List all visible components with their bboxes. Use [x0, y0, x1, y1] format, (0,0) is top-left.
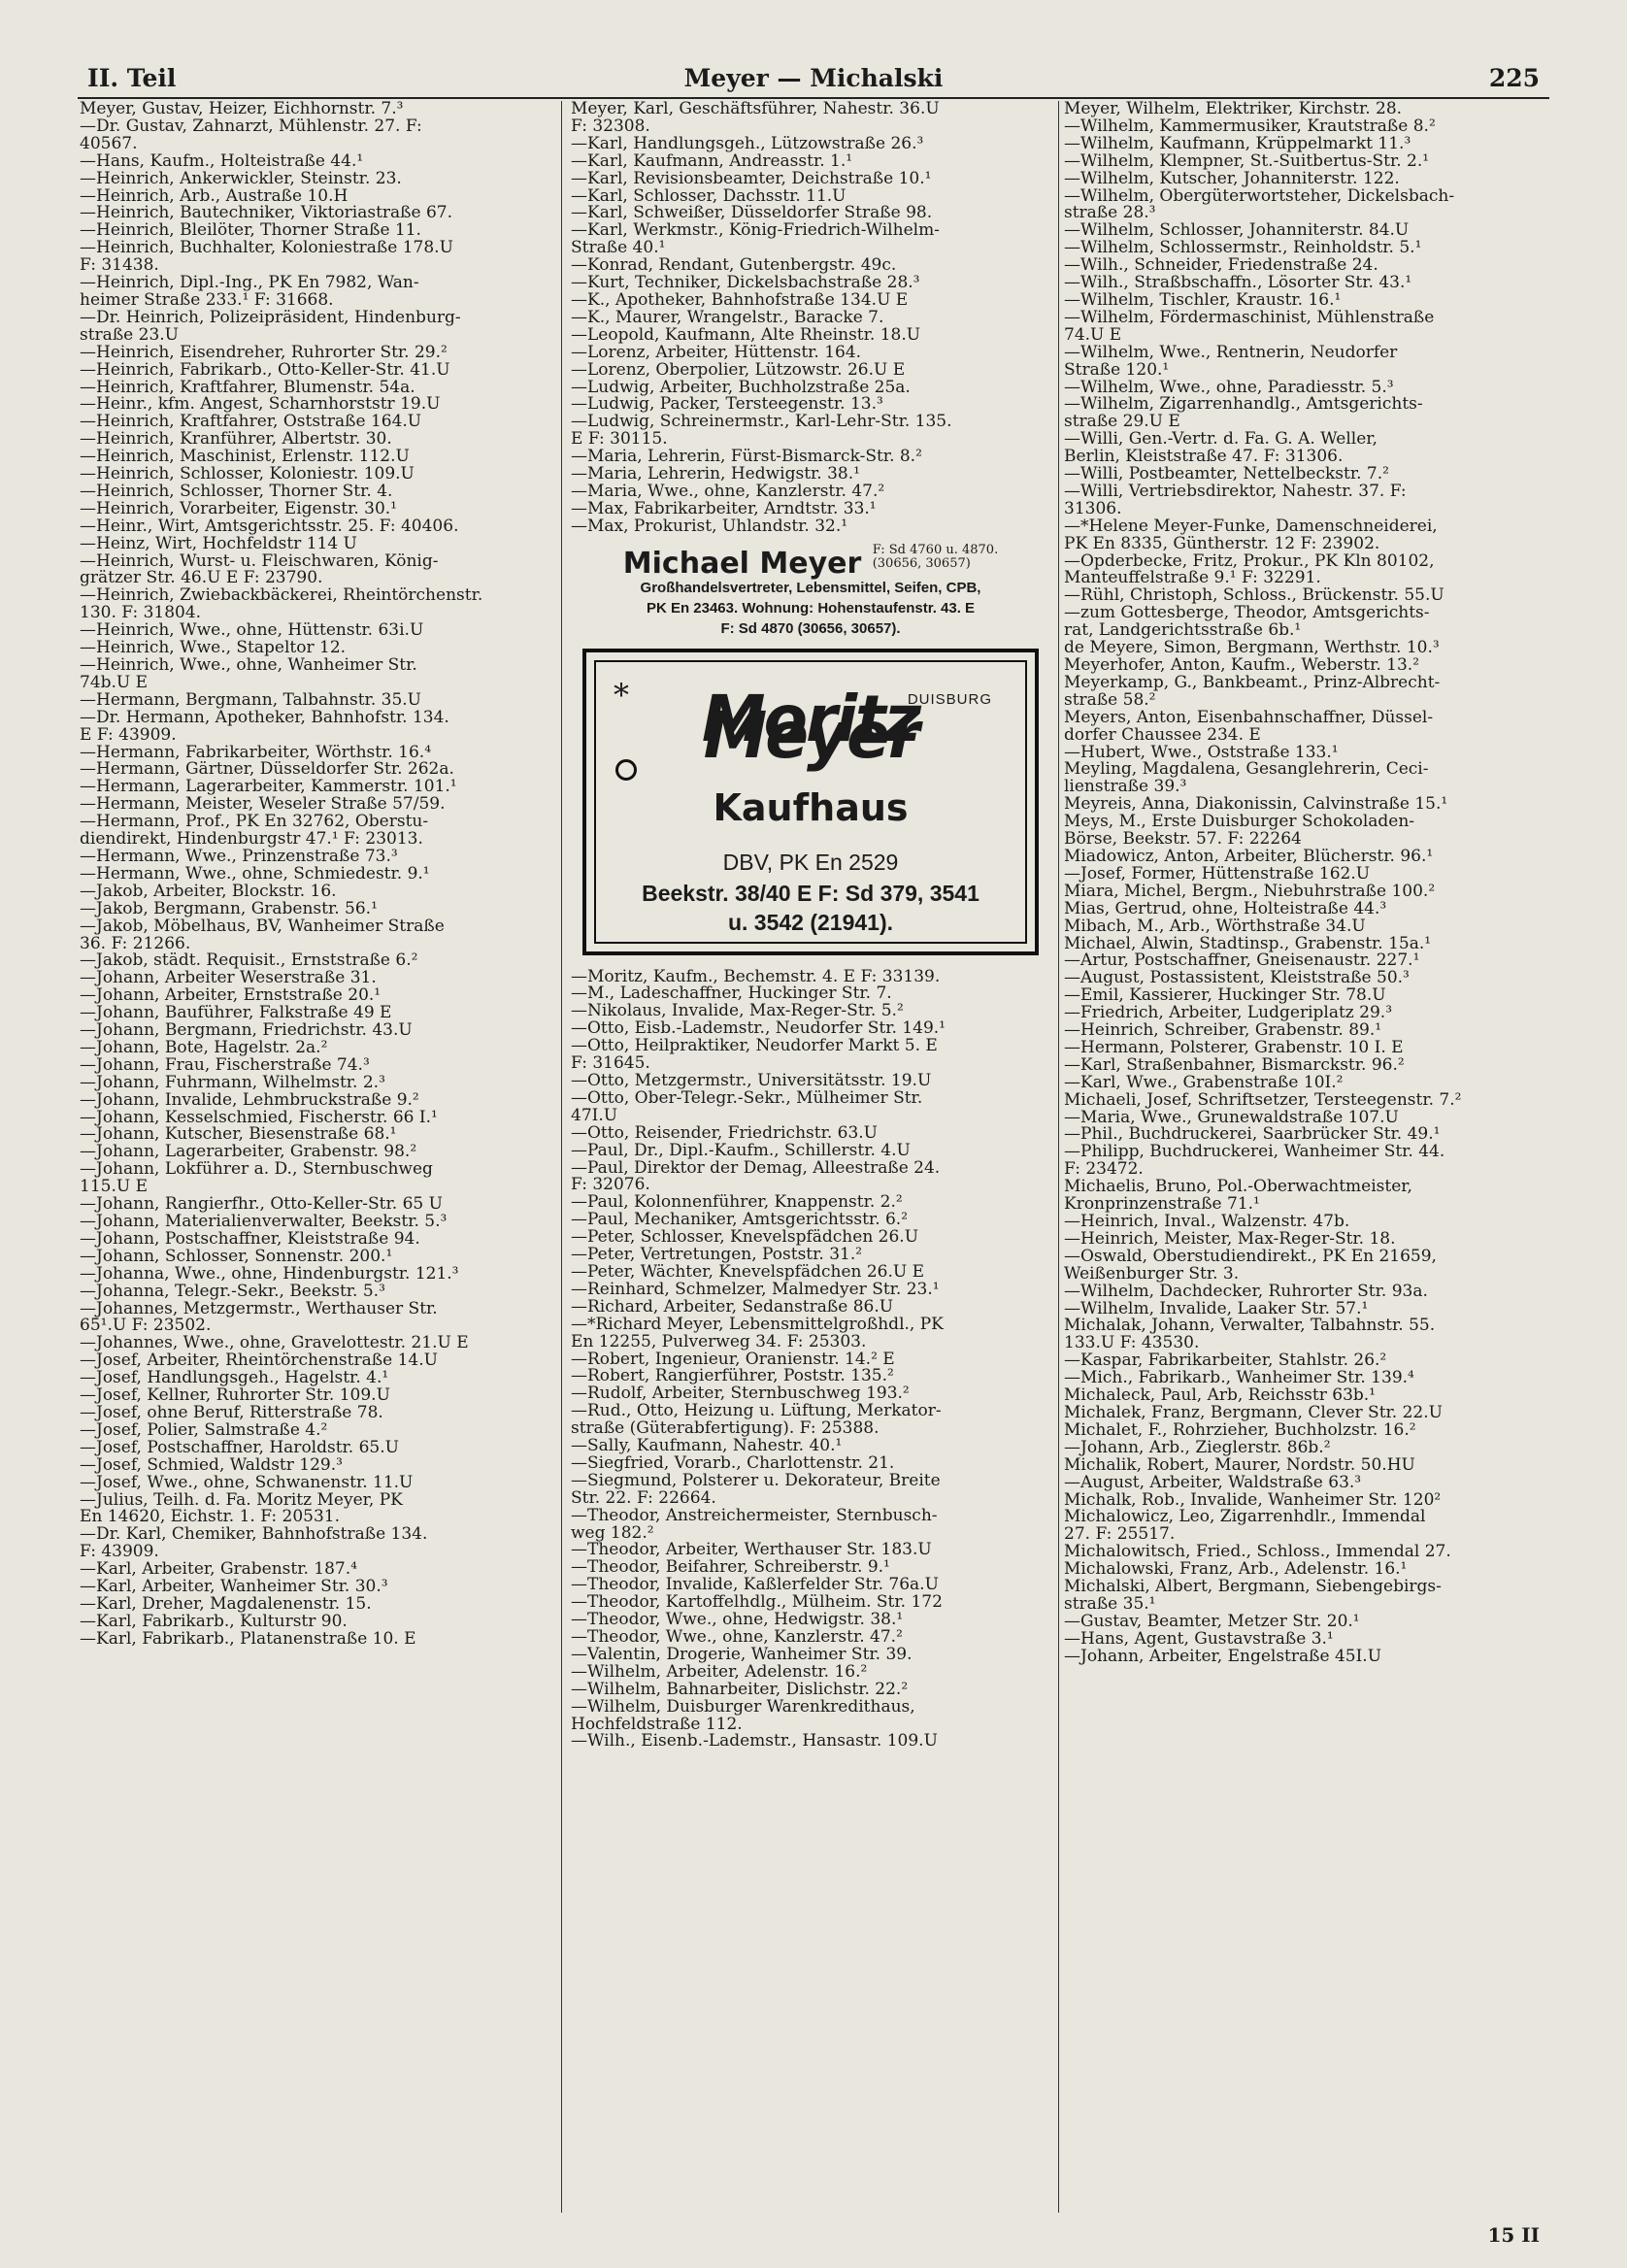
- directory-entry: —Karl, Schweißer, Düsseldorfer Straße 98.: [571, 205, 933, 223]
- directory-entry: —Johann, Bergmann, Friedrichstr. 43.U: [80, 1022, 413, 1040]
- directory-entry: Manteuffelstraße 9.¹ F: 32291.: [1064, 570, 1321, 588]
- directory-entry: —Karl, Arbeiter, Grabenstr. 187.⁴: [80, 1561, 357, 1580]
- directory-entry: —Sally, Kaufmann, Nahestr. 40.¹: [571, 1438, 843, 1455]
- column-2-entries-top: [571, 101, 1050, 536]
- directory-entry: —Wilhelm, Kutscher, Johanniterstr. 122.: [1064, 170, 1400, 188]
- directory-entry: —Theodor, Beifahrer, Schreiberstr. 9.¹: [571, 1559, 890, 1578]
- directory-entry: —Paul, Kolonnenführer, Knappenstr. 2.²: [571, 1194, 903, 1213]
- directory-entry: —Siegfried, Vorarb., Charlottenstr. 21.: [571, 1454, 895, 1473]
- directory-entry: —Heinrich, Wwe., ohne, Wanheimer Str.: [80, 657, 417, 675]
- directory-entry: straße 35.¹: [1064, 1595, 1156, 1614]
- name-range: Meyer — Michalski: [683, 64, 944, 92]
- directory-entry: —Heinr., Wirt, Amtsgerichtsstr. 25. F: 40406.: [80, 517, 459, 536]
- directory-entry: —Wilhelm, Kaufmann, Krüppelmarkt 11.³: [1064, 135, 1411, 153]
- directory-entry: Michalk, Rob., Invalide, Wanheimer Str. 120²: [1064, 1491, 1442, 1510]
- directory-entry: Meyers, Anton, Eisenbahnschaffner, Düssel-: [1064, 709, 1434, 727]
- directory-entry: —Maria, Lehrerin, Hedwigstr. 38.¹: [571, 466, 860, 484]
- directory-entry: —August, Postassistent, Kleiststraße 50.³: [1064, 970, 1410, 988]
- directory-entry: —Karl, Wwe., Grabenstraße 10I.²: [1064, 1074, 1344, 1092]
- directory-entry: —Johann, Bote, Hagelstr. 2a.²: [80, 1039, 328, 1057]
- directory-entry: —Hermann, Wwe., Prinzenstraße 73.³: [80, 848, 398, 866]
- directory-entry: —Rud., Otto, Heizung u. Lüftung, Merkator-: [571, 1403, 942, 1421]
- directory-entry: —Peter, Vertretungen, Poststr. 31.²: [571, 1247, 863, 1264]
- directory-entry: —Heinrich, Wwe., Stapeltor 12.: [80, 640, 347, 657]
- directory-entry: —Theodor, Wwe., ohne, Kanzlerstr. 47.²: [571, 1629, 903, 1647]
- directory-entry: —Heinrich, Meister, Max-Reger-Str. 18.: [1064, 1230, 1396, 1249]
- directory-entry: —*Richard Meyer, Lebensmittelgroßhdl., PK: [571, 1316, 944, 1334]
- directory-entry: Michalski, Albert, Bergmann, Siebengebirgs-: [1064, 1579, 1442, 1596]
- directory-entry: —Karl, Kaufmann, Andreasstr. 1.¹: [571, 152, 853, 171]
- directory-entry: E F: 30115.: [571, 431, 668, 450]
- directory-entry: Michalak, Johann, Verwalter, Talbahnstr. 55.: [1064, 1317, 1436, 1336]
- directory-entry: —Dr. Karl, Chemiker, Bahnhofstraße 134.: [80, 1526, 428, 1545]
- directory-entry: Michael, Alwin, Stadtinsp., Grabenstr. 15a.¹: [1064, 935, 1432, 953]
- directory-entry: —Johann, Arbeiter, Engelstraße 45I.U: [1064, 1648, 1382, 1666]
- directory-entry: —Johann, Frau, Fischerstraße 74.³: [80, 1056, 370, 1075]
- directory-entry: —Paul, Direktor der Demag, Alleestraße 24.: [571, 1159, 941, 1178]
- ad-text-line: Großhandelsvertreter, Lebensmittel, Seifen, CPB,: [640, 579, 981, 596]
- directory-entry: —Johann, Schlosser, Sonnenstr. 200.¹: [80, 1248, 393, 1266]
- directory-entry: —Johann, Fuhrmann, Wilhelmstr. 2.³: [80, 1074, 385, 1092]
- directory-entry: 40567.: [80, 135, 138, 153]
- directory-entry: —Siegmund, Polsterer u. Dekorateur, Breite: [571, 1472, 941, 1490]
- directory-entry: —Maria, Wwe., ohne, Kanzlerstr. 47.²: [571, 483, 885, 501]
- directory-entry: —Phil., Buchdruckerei, Saarbrücker Str. 49.¹: [1064, 1126, 1441, 1145]
- ad-inner-frame: [594, 660, 1027, 944]
- directory-entry: —Johann, Lagerarbeiter, Grabenstr. 98.²: [80, 1144, 417, 1162]
- directory-entry: —August, Arbeiter, Waldstraße 63.³: [1064, 1474, 1362, 1492]
- directory-entry: En 14620, Eichstr. 1. F: 20531.: [80, 1509, 341, 1527]
- directory-entry: —Max, Prokurist, Uhlandstr. 32.¹: [571, 517, 848, 536]
- page-number: 225: [1488, 64, 1540, 92]
- page-header: [78, 64, 1549, 99]
- directory-entry: —Wilhelm, Schlosser, Johanniterstr. 84.U: [1064, 222, 1410, 241]
- directory-entry: —Heinrich, Vorarbeiter, Eigenstr. 30.¹: [80, 500, 398, 518]
- ad-city: DUISBURG: [907, 690, 992, 708]
- directory-entry: 130. F: 31804.: [80, 605, 202, 623]
- directory-entry: —Reinhard, Schmelzer, Malmedyer Str. 23.¹: [571, 1281, 940, 1299]
- directory-entry: —Wilhelm, Dachdecker, Ruhrorter Str. 93a.: [1064, 1283, 1428, 1301]
- directory-entry: Michalowitsch, Fried., Schloss., Immendal 27.: [1064, 1544, 1451, 1562]
- directory-entry: Meyer, Gustav, Heizer, Eichhornstr. 7.³: [80, 101, 404, 118]
- directory-entry: —Heinrich, Bautechniker, Viktoriastraße 67.: [80, 205, 453, 223]
- directory-entry: Str. 22. F: 22664.: [571, 1489, 716, 1508]
- directory-entry: —Philipp, Buchdruckerei, Wanheimer Str. 44.: [1064, 1144, 1445, 1162]
- directory-entry: —Theodor, Invalide, Kaßlerfelder Str. 76a.U: [571, 1577, 939, 1595]
- directory-entry: Mias, Gertrud, ohne, Holteistraße 44.³: [1064, 900, 1387, 918]
- directory-entry: —Dr. Heinrich, Polizeipräsident, Hindenburg-: [80, 309, 461, 327]
- ad-text-line: u. 3542 (21941).: [727, 909, 894, 935]
- directory-entry: —Heinrich, Schlosser, Koloniestr. 109.U: [80, 466, 415, 484]
- directory-entry: —Heinr., kfm. Angest, Scharnhorststr 19.U: [80, 396, 441, 415]
- directory-entry: —Paul, Dr., Dipl.-Kaufm., Schillerstr. 4.U: [571, 1142, 911, 1160]
- directory-entry: —Johanna, Wwe., ohne, Hindenburgstr. 121.³: [80, 1265, 459, 1284]
- directory-entry: —Heinrich, Buchhalter, Koloniestraße 178.U: [80, 240, 453, 258]
- directory-entry: —Maria, Wwe., Grunewaldstraße 107.U: [1064, 1109, 1399, 1127]
- directory-entry: —Karl, Fabrikarb., Platanenstraße 10. E: [80, 1630, 416, 1649]
- directory-entry: —Heinrich, Wwe., ohne, Hüttenstr. 63i.U: [80, 622, 424, 641]
- directory-entry: —Heinrich, Arb., Austraße 10.H: [80, 187, 349, 206]
- ad-phone-line: (30656, 30657): [872, 555, 971, 571]
- directory-entry: Miadowicz, Anton, Arbeiter, Blücherstr. 96.¹: [1064, 848, 1434, 866]
- directory-entry: —Jakob, Möbelhaus, BV, Wanheimer Straße: [80, 917, 445, 936]
- directory-entry: —Dr. Hermann, Apotheker, Bahnhofstr. 134.: [80, 709, 449, 727]
- directory-entry: En 12255, Pulverweg 34. F: 25303.: [571, 1333, 867, 1351]
- directory-entry: —Johann, Rangierfhr., Otto-Keller-Str. 65 U: [80, 1196, 443, 1214]
- directory-entry: —Emil, Kassierer, Huckinger Str. 78.U: [1064, 987, 1386, 1006]
- directory-entry: —Hermann, Bergmann, Talbahnstr. 35.U: [80, 691, 421, 710]
- ad-text-line: DBV, PK En 2529: [722, 849, 899, 875]
- directory-entry: —Johann, Kutscher, Biesenstraße 68.¹: [80, 1126, 397, 1145]
- ad-asterisk: *: [614, 676, 629, 714]
- directory-entry: —Ludwig, Packer, Tersteegenstr. 13.³: [571, 396, 883, 415]
- directory-entry: —Theodor, Kartoffelhdlg., Mülheim. Str. 172: [571, 1594, 943, 1613]
- directory-entry: —Josef, Handlungsgeh., Hagelstr. 4.¹: [80, 1370, 389, 1388]
- directory-entry: —Leopold, Kaufmann, Alte Rheinstr. 18.U: [571, 326, 921, 345]
- directory-entry: F: 31438.: [80, 257, 159, 276]
- directory-entry: —Opderbecke, Fritz, Prokur., PK Kln 80102,: [1064, 552, 1435, 571]
- directory-entry: —Heinrich, Zwiebackbäckerei, Rheintörchenstr.: [80, 587, 483, 606]
- directory-entry: —Josef, Former, Hüttenstraße 162.U: [1064, 865, 1371, 884]
- directory-entry: —Heinrich, Wurst- u. Fleischwaren, König-: [80, 552, 439, 571]
- advertisement-moritz-meyer: [582, 649, 1039, 955]
- directory-entry: —Heinrich, Fabrikarb., Otto-Keller-Str. 41.U: [80, 361, 450, 380]
- directory-entry: 133.U F: 43530.: [1064, 1335, 1200, 1353]
- directory-entry: —Rudolf, Arbeiter, Sternbuschweg 193.²: [571, 1385, 910, 1404]
- directory-entry: —Jakob, städt. Requisit., Ernststraße 6.²: [80, 952, 418, 971]
- directory-entry: —Hermann, Polsterer, Grabenstr. 10 I. E: [1064, 1039, 1404, 1057]
- directory-entry: —Julius, Teilh. d. Fa. Moritz Meyer, PK: [80, 1491, 403, 1510]
- directory-entry: —Heinrich, Kraftfahrer, Blumenstr. 54a.: [80, 379, 415, 397]
- ad-brand-name: Moritz Meyer: [701, 681, 920, 774]
- directory-entry: —Nikolaus, Invalide, Max-Reger-Str. 5.²: [571, 1003, 904, 1021]
- directory-entry: —Willi, Postbeamter, Nettelbeckstr. 7.²: [1064, 466, 1389, 484]
- directory-entry: —Rühl, Christoph, Schloss., Brückenstr. 55.U: [1064, 587, 1444, 606]
- directory-entry: —Johann, Materialienverwalter, Beekstr. 5.³: [80, 1214, 448, 1231]
- directory-entry: Michaeli, Josef, Schriftsetzer, Tersteegenstr. 7.²: [1064, 1091, 1462, 1110]
- directory-entry: —Heinrich, Kranführer, Albertstr. 30.: [80, 431, 392, 450]
- directory-entry: F: 43909.: [80, 1544, 159, 1562]
- directory-entry: Michalik, Robert, Maurer, Nordstr. 50.HU: [1064, 1456, 1415, 1475]
- directory-entry: —Otto, Ober-Telegr.-Sekr., Mülheimer Str.: [571, 1089, 923, 1108]
- directory-entry: F: 32308.: [571, 117, 650, 136]
- directory-entry: —Max, Fabrikarbeiter, Arndtstr. 33.¹: [571, 500, 877, 518]
- directory-entry: —Heinrich, Bleilöter, Thorner Straße 11.: [80, 222, 421, 241]
- directory-entry: Meyreis, Anna, Diakonissin, Calvinstraße 15.¹: [1064, 796, 1448, 815]
- directory-entry: 31306.: [1064, 500, 1122, 518]
- directory-entry: —Peter, Wächter, Knevelspfädchen 26.U E: [571, 1263, 925, 1282]
- directory-entry: 65¹.U F: 23502.: [80, 1317, 212, 1336]
- directory-entry: —Ludwig, Arbeiter, Buchholzstraße 25a.: [571, 379, 911, 397]
- directory-entry: —Heinrich, Schreiber, Grabenstr. 89.¹: [1064, 1022, 1382, 1040]
- directory-entry: —Johann, Kesselschmied, Fischerstr. 66 I.¹: [80, 1109, 438, 1127]
- directory-entry: Meys, M., Erste Duisburger Schokoladen-: [1064, 814, 1415, 832]
- directory-entry: —Hermann, Prof., PK En 32762, Oberstu-: [80, 814, 429, 832]
- directory-entry: grätzer Str. 46.U E F: 23790.: [80, 570, 323, 588]
- column-3: [1064, 101, 1553, 2218]
- directory-entry: 74b.U E: [80, 674, 149, 692]
- directory-entry: Straße 40.¹: [571, 240, 666, 258]
- directory-entry: —Hans, Kaufm., Holteistraße 44.¹: [80, 152, 364, 171]
- directory-entry: —Otto, Metzgermstr., Universitätsstr. 19.U: [571, 1073, 932, 1090]
- directory-entry: —Paul, Mechaniker, Amtsgerichtsstr. 6.²: [571, 1212, 909, 1230]
- directory-entry: E F: 43909.: [80, 726, 177, 745]
- directory-entry: —Johann, Arbeiter Weserstraße 31.: [80, 970, 377, 988]
- directory-entry: —Johannes, Metzgermstr., Werthauser Str.: [80, 1300, 438, 1318]
- directory-entry: —Josef, Wwe., ohne, Schwanenstr. 11.U: [80, 1474, 414, 1492]
- directory-entry: straße 58.²: [1064, 691, 1156, 710]
- ring-icon: [615, 759, 637, 781]
- ad-company-name: Michael Meyer: [622, 546, 862, 581]
- directory-entry: —Karl, Straßenbahner, Bismarckstr. 96.²: [1064, 1056, 1405, 1075]
- directory-entry: —Josef, Schmied, Waldstr 129.³: [80, 1456, 343, 1475]
- directory-entry: —Heinrich, Inval., Walzenstr. 47b.: [1064, 1214, 1350, 1231]
- directory-entry: —Johann, Invalide, Lehmbruckstraße 9.²: [80, 1091, 419, 1110]
- directory-entry: —Karl, Werkmstr., König-Friedrich-Wilhelm-: [571, 222, 940, 241]
- directory-entry: F: 31645.: [571, 1055, 650, 1073]
- ad-text-line: F: Sd 4870 (30656, 30657).: [720, 619, 901, 637]
- directory-entry: 74.U E: [1064, 326, 1122, 345]
- directory-entry: —Valentin, Drogerie, Wanheimer Str. 39.: [571, 1646, 913, 1664]
- directory-entry: —Heinrich, Kraftfahrer, Oststraße 164.U: [80, 414, 422, 432]
- directory-entry: —Hans, Agent, Gustavstraße 3.¹: [1064, 1630, 1334, 1649]
- directory-entry: —Richard, Arbeiter, Sedanstraße 86.U: [571, 1298, 894, 1317]
- directory-entry: —Karl, Dreher, Magdalenenstr. 15.: [80, 1595, 372, 1614]
- directory-entry: —Wilhelm, Schlossermstr., Reinholdstr. 5.¹: [1064, 240, 1422, 258]
- column-divider: [561, 101, 562, 2213]
- directory-entry: —Kaspar, Fabrikarbeiter, Stahlstr. 26.²: [1064, 1352, 1387, 1371]
- directory-entry: Meyer, Wilhelm, Elektriker, Kirchstr. 28.: [1064, 101, 1403, 118]
- directory-entry: Michalek, Franz, Bergmann, Clever Str. 22.U: [1064, 1404, 1443, 1422]
- column-2: [571, 101, 1050, 2218]
- section-label: II. Teil: [87, 64, 177, 92]
- directory-entry: —Wilhelm, Bahnarbeiter, Dislichstr. 22.²: [571, 1681, 909, 1699]
- directory-entry: —Otto, Eisb.-Lademstr., Neudorfer Str. 149.¹: [571, 1020, 946, 1039]
- directory-entry: straße 29.U E: [1064, 414, 1180, 432]
- directory-entry: —Karl, Revisionsbeamter, Deichstraße 10.¹: [571, 170, 932, 188]
- directory-entry: Meyerkamp, G., Bankbeamt., Prinz-Albrecht-: [1064, 674, 1441, 692]
- directory-entry: 36. F: 21266.: [80, 935, 191, 953]
- directory-entry: —Johann, Postschaffner, Kleiststraße 94.: [80, 1230, 420, 1249]
- directory-entry: —Josef, Kellner, Ruhrorter Str. 109.U: [80, 1387, 390, 1405]
- directory-entry: —Heinrich, Maschinist, Erlenstr. 112.U: [80, 449, 410, 467]
- column-divider: [1058, 101, 1059, 2213]
- directory-entry: —Mich., Fabrikarb., Wanheimer Str. 139.⁴: [1064, 1370, 1414, 1388]
- directory-entry: —Wilh., Schneider, Friedenstraße 24.: [1064, 257, 1378, 276]
- directory-entry: —Hermann, Wwe., ohne, Schmiedestr. 9.¹: [80, 865, 430, 884]
- directory-entry: diendirekt, Hindenburgstr 47.¹ F: 23013.: [80, 831, 423, 849]
- directory-entry: —Wilhelm, Arbeiter, Adelenstr. 16.²: [571, 1663, 868, 1682]
- directory-entry: Hochfeldstraße 112.: [571, 1716, 743, 1734]
- directory-entry: rat, Landgerichtsstraße 6b.¹: [1064, 622, 1302, 641]
- directory-entry: —Willi, Gen.-Vertr. d. Fa. G. A. Weller,: [1064, 431, 1378, 450]
- ad-text-line: Beekstr. 38/40 E F: Sd 379, 3541: [642, 880, 980, 906]
- directory-entry: —Hermann, Gärtner, Düsseldorfer Str. 262a.: [80, 761, 454, 780]
- directory-entry: —Maria, Lehrerin, Fürst-Bismarck-Str. 8.²: [571, 449, 922, 467]
- column-1: [80, 101, 551, 2218]
- directory-entry: Michalowicz, Leo, Zigarrenhdlr., Immendal: [1064, 1509, 1426, 1527]
- directory-entry: —Oswald, Oberstudiendirekt., PK En 21659,: [1064, 1248, 1437, 1266]
- directory-entry: —K., Apotheker, Bahnhofstraße 134.U E: [571, 291, 909, 310]
- directory-entry: —Hermann, Lagerarbeiter, Kammerstr. 101.¹: [80, 779, 457, 797]
- directory-entry: Miara, Michel, Bergm., Niebuhrstraße 100.²: [1064, 883, 1436, 901]
- directory-entry: Michaleck, Paul, Arb, Reichsstr 63b.¹: [1064, 1387, 1376, 1405]
- directory-entry: —Wilh., Straßbschaffn., Lösorter Str. 43.¹: [1064, 275, 1412, 292]
- directory-entry: straße 28.³: [1064, 205, 1156, 223]
- directory-entry: —Johann, Lokführer a. D., Sternbuschweg: [80, 1161, 433, 1180]
- directory-entry: —Theodor, Arbeiter, Werthauser Str. 183.U: [571, 1542, 932, 1560]
- directory-entry: —Moritz, Kaufm., Bechemstr. 4. E F: 33139.: [571, 968, 941, 986]
- directory-entry: —Jakob, Arbeiter, Blockstr. 16.: [80, 883, 337, 901]
- directory-entry: Michaelis, Bruno, Pol.-Oberwachtmeister,: [1064, 1179, 1412, 1197]
- directory-entry: —Josef, Postschaffner, Haroldstr. 65.U: [80, 1439, 399, 1457]
- directory-entry: 47I.U: [571, 1107, 618, 1125]
- directory-entry: —Wilhelm, Wwe., Rentnerin, Neudorfer: [1064, 344, 1398, 362]
- directory-entry: —Otto, Heilpraktiker, Neudorfer Markt 5. E: [571, 1038, 938, 1056]
- directory-entry: dorfer Chaussee 234. E: [1064, 726, 1261, 745]
- ad-business-type: Kaufhaus: [713, 785, 909, 829]
- directory-entry: Berlin, Kleiststraße 47. F: 31306.: [1064, 449, 1344, 467]
- directory-entry: —Ludwig, Schreinermstr., Karl-Lehr-Str. 135.: [571, 414, 952, 432]
- directory-entry: Michalowski, Franz, Arb., Adelenstr. 16.¹: [1064, 1561, 1408, 1580]
- directory-entry: —Karl, Arbeiter, Wanheimer Str. 30.³: [80, 1579, 388, 1596]
- directory-entry: —Wilhelm, Duisburger Warenkredithaus,: [571, 1698, 915, 1717]
- directory-entry: —Gustav, Beamter, Metzer Str. 20.¹: [1064, 1613, 1360, 1631]
- directory-entry: —Friedrich, Arbeiter, Ludgeriplatz 29.³: [1064, 1005, 1393, 1023]
- directory-entry: straße (Güterabfertigung). F: 25388.: [571, 1420, 880, 1439]
- directory-entry: Michalet, F., Rohrzieher, Buchholzstr. 16.²: [1064, 1421, 1416, 1440]
- directory-entry: —Wilhelm, Tischler, Kraustr. 16.¹: [1064, 291, 1342, 310]
- directory-entry: Kronprinzenstraße 71.¹: [1064, 1196, 1260, 1214]
- directory-entry: —Heinrich, Schlosser, Thorner Str. 4.: [80, 483, 393, 501]
- directory-entry: —Johann, Bauführer, Falkstraße 49 E: [80, 1005, 392, 1023]
- directory-entry: —Johannes, Wwe., ohne, Gravelottestr. 21.U E: [80, 1335, 469, 1353]
- directory-entry: —Josef, Arbeiter, Rheintörchenstraße 14.U: [80, 1352, 438, 1371]
- directory-entry: —zum Gottesberge, Theodor, Amtsgerichts-: [1064, 605, 1430, 623]
- directory-entry: —Wilhelm, Zigarrenhandlg., Amtsgerichts-: [1064, 396, 1423, 415]
- directory-entry: —M., Ladeschaffner, Huckinger Str. 7.: [571, 985, 892, 1004]
- directory-entry: —Johann, Arbeiter, Ernststraße 20.¹: [80, 987, 382, 1006]
- directory-entry: de Meyere, Simon, Bergmann, Werthstr. 10.³: [1064, 640, 1440, 657]
- directory-entry: Mibach, M., Arb., Wörthstraße 34.U: [1064, 917, 1366, 936]
- directory-entry: PK En 8335, Güntherstr. 12 F: 23902.: [1064, 535, 1380, 553]
- directory-entry: —Wilhelm, Fördermaschinist, Mühlenstraße: [1064, 309, 1435, 327]
- directory-entry: —Hermann, Fabrikarbeiter, Wörthstr. 16.⁴: [80, 744, 432, 762]
- directory-entry: 115.U E: [80, 1179, 148, 1197]
- directory-entry: —Hubert, Wwe., Oststraße 133.¹: [1064, 744, 1339, 762]
- directory-entry: —Wilhelm, Obergüterwortsteher, Dickelsbach-: [1064, 187, 1455, 206]
- directory-entry: —Dr. Gustav, Zahnarzt, Mühlenstr. 27. F:: [80, 117, 422, 136]
- directory-entry: Weißenburger Str. 3.: [1064, 1265, 1240, 1284]
- directory-entry: heimer Straße 233.¹ F: 31668.: [80, 291, 334, 310]
- directory-entry: —K., Maurer, Wrangelstr., Baracke 7.: [571, 309, 884, 327]
- directory-entry: —Lorenz, Oberpolier, Lützowstr. 26.U E: [571, 361, 906, 380]
- directory-entry: —Lorenz, Arbeiter, Hüttenstr. 164.: [571, 344, 862, 362]
- directory-entry: Straße 120.¹: [1064, 361, 1170, 380]
- signature-mark: 15 II: [1487, 2223, 1540, 2247]
- ad-phone-block: [873, 544, 999, 571]
- directory-entry: —Karl, Handlungsgeh., Lützowstraße 26.³: [571, 135, 924, 153]
- directory-entry: —Wilhelm, Invalide, Laaker Str. 57.¹: [1064, 1300, 1369, 1318]
- directory-entry: —Johanna, Telegr.-Sekr., Beekstr. 5.³: [80, 1283, 385, 1301]
- directory-entry: —Kurt, Techniker, Dickelsbachstraße 28.³: [571, 275, 920, 292]
- directory-entry: —Artur, Postschaffner, Gneisenaustr. 227.¹: [1064, 952, 1420, 971]
- directory-entry: —Jakob, Bergmann, Grabenstr. 56.¹: [80, 900, 378, 918]
- directory-entry: F: 23472.: [1064, 1161, 1144, 1180]
- directory-entry: —Johann, Arb., Zieglerstr. 86b.²: [1064, 1439, 1331, 1457]
- directory-entry: —Heinrich, Ankerwickler, Steinstr. 23.: [80, 170, 402, 188]
- directory-entry: —Theodor, Wwe., ohne, Hedwigstr. 38.¹: [571, 1612, 904, 1629]
- directory-entry: —Wilh., Eisenb.-Lademstr., Hansastr. 109.U: [571, 1733, 938, 1751]
- directory-entry: Meyerhofer, Anton, Kaufm., Weberstr. 13.²: [1064, 657, 1420, 675]
- directory-entry: —Josef, Polier, Salmstraße 4.²: [80, 1421, 328, 1440]
- directory-entry: F: 32076.: [571, 1177, 650, 1195]
- directory-entry: weg 182.²: [571, 1524, 654, 1543]
- directory-entry: —Theodor, Anstreichermeister, Sternbusch-: [571, 1507, 938, 1525]
- directory-entry: —Willi, Vertriebsdirektor, Nahestr. 37. F:: [1064, 483, 1407, 501]
- directory-entry: —Hermann, Meister, Weseler Straße 57/59.: [80, 796, 446, 815]
- directory-entry: —Wilhelm, Kammermusiker, Krautstraße 8.²: [1064, 117, 1436, 136]
- directory-entry: —Heinz, Wirt, Hochfeldstr 114 U: [80, 535, 357, 553]
- ad-text-line: PK En 23463. Wohnung: Hohenstaufenstr. 43. E: [646, 599, 976, 617]
- directory-entry: —Otto, Reisender, Friedrichstr. 63.U: [571, 1124, 879, 1143]
- column-2-entries-bottom: [571, 969, 1050, 1751]
- directory-entry: straße 23.U: [80, 326, 179, 345]
- directory-entry: —Heinrich, Eisendreher, Ruhrorter Str. 29.²: [80, 344, 448, 362]
- directory-entry: —Wilhelm, Wwe., ohne, Paradiesstr. 5.³: [1064, 379, 1394, 397]
- directory-entry: —*Helene Meyer-Funke, Damenschneiderei,: [1064, 517, 1438, 536]
- directory-entry: —Robert, Ingenieur, Oranienstr. 14.² E: [571, 1351, 895, 1369]
- directory-entry: Meyling, Magdalena, Gesanglehrerin, Ceci-: [1064, 761, 1429, 780]
- directory-entry: —Karl, Fabrikarb., Kulturstr 90.: [80, 1613, 348, 1631]
- directory-entry: —Peter, Schlosser, Knevelspfädchen 26.U: [571, 1229, 919, 1248]
- advertisement-michael-meyer: [571, 544, 1050, 639]
- directory-entry: —Wilhelm, Klempner, St.-Suitbertus-Str. 2.¹: [1064, 152, 1430, 171]
- directory-entry: —Robert, Rangierführer, Poststr. 135.²: [571, 1368, 894, 1386]
- ad-phone-line: F: Sd 4760 u. 4870.: [872, 542, 999, 557]
- directory-entry: lienstraße 39.³: [1064, 779, 1187, 797]
- directory-entry: —Josef, ohne Beruf, Ritterstraße 78.: [80, 1404, 383, 1422]
- directory-entry: —Konrad, Rendant, Gutenbergstr. 49c.: [571, 257, 897, 276]
- directory-entry: —Heinrich, Dipl.-Ing., PK En 7982, Wan-: [80, 275, 419, 292]
- directory-entry: Börse, Beekstr. 57. F: 22264: [1064, 831, 1302, 849]
- directory-entry: 27. F: 25517.: [1064, 1526, 1176, 1545]
- directory-entry: —Karl, Schlosser, Dachsstr. 11.U: [571, 187, 847, 206]
- directory-entry: Meyer, Karl, Geschäftsführer, Nahestr. 36.U: [571, 101, 940, 118]
